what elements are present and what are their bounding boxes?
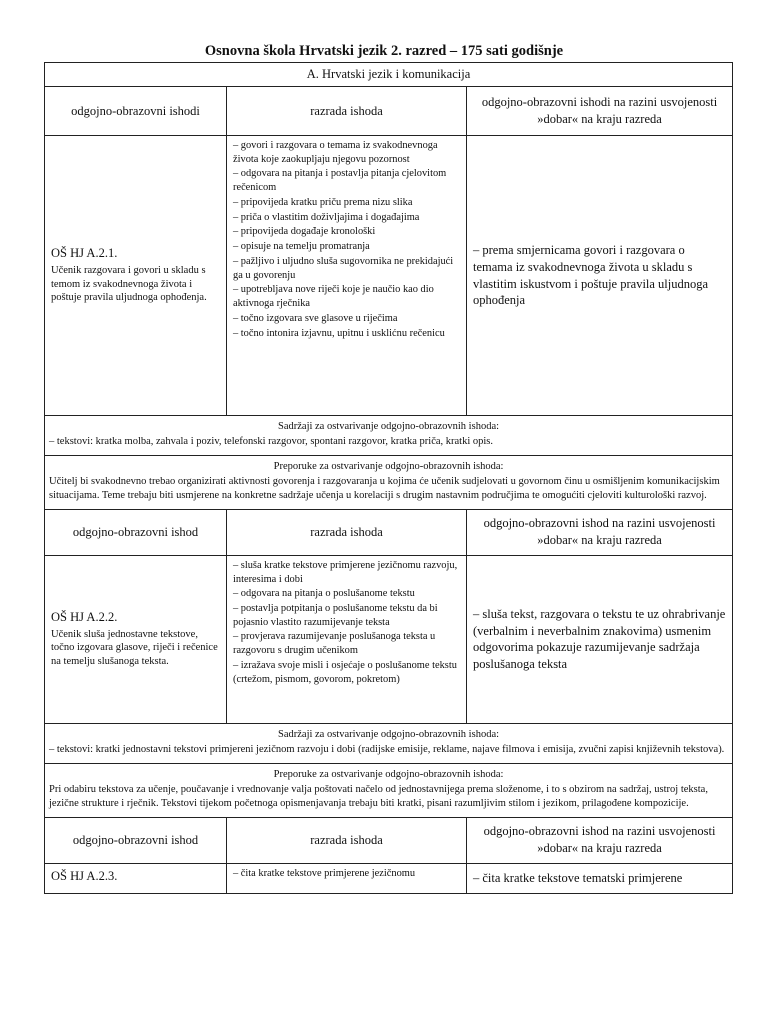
note-text: – tekstovi: kratki jednostavni tekstovi primjereni jezičnom razvoju i dobi (radijske emisije, reklame, najave filmova i emisija, zvučni zapisi književnih tekstova). xyxy=(49,743,725,755)
elaboration-item: – provjerava razumijevanje poslušanoga teksta u razgovoru s drugim učenikom xyxy=(233,631,436,657)
outcome-code: OŠ HJ A.2.1. xyxy=(51,246,118,261)
elaboration-cell xyxy=(227,555,467,723)
content-note xyxy=(45,416,733,456)
elaboration-cell xyxy=(227,863,467,893)
content-note-row xyxy=(45,416,733,456)
section-title: A. Hrvatski jezik i komunikacija xyxy=(45,63,733,87)
level-cell: – čita kratke tekstove tematski primjerene xyxy=(467,863,733,893)
note-title: Preporuke za ostvarivanje odgojno-obrazovnih ishoda: xyxy=(273,460,504,472)
elaboration-item: – pripovijeda kratku priču prema nizu slika xyxy=(233,196,413,208)
elaboration-item: – pažljivo i uljudno sluša sugovornika ne prekidajući ga u govorenju xyxy=(233,255,454,281)
content-note-row xyxy=(45,723,733,763)
level-cell: – prema smjernicama govori i razgovara o temama iz svakodnevnoga života u skladu s vlastitim iskustvom i poštuje pravila uljudnoga ophođenja xyxy=(467,136,733,416)
elaboration-item: – odgovara na pitanja o poslušanome tekstu xyxy=(233,588,415,600)
recommendation-note-row xyxy=(45,763,733,817)
elaboration-item: – izražava svoje misli i osjećaje o poslušanome tekstu (crtežom, pismom, govorom, pokretom) xyxy=(233,659,457,685)
outcome-row xyxy=(45,863,733,893)
header-elaboration: razrada ishoda xyxy=(227,817,467,863)
elaboration-item: – čita kratke tekstove primjerene jezičnomu xyxy=(233,867,416,879)
note-text: Pri odabiru tekstova za učenje, poučavanje i vrednovanje valja poštovati načelo od jednostavnijega prema složenome, i to s obzirom na sadržaj, ustroj teksta, jezične strukture i rječnik. Tekstovi tijekom početnoga opismenjavanja trebaju biti kratki, pisani razumljivim stilom i jezikom, prilagođene kompozicije. xyxy=(49,783,708,809)
recommendation-note-row xyxy=(45,455,733,509)
outcome-description: Učenik sluša jednostavne tekstove, točno izgovara glasove, riječi i rečenice na temelju slušanoga teksta. xyxy=(51,628,218,668)
outcome-row xyxy=(45,555,733,723)
elaboration-item: – točno izgovara sve glasove u riječima xyxy=(233,312,398,324)
header-outcome: odgojno-obrazovni ishod xyxy=(45,509,227,555)
elaboration-cell xyxy=(227,136,467,416)
outcome-cell xyxy=(45,555,227,723)
note-text: – tekstovi: kratka molba, zahvala i poziv, telefonski razgovor, spontani razgovor, kratka priča, kratki opis. xyxy=(49,435,494,447)
header-level: odgojno-obrazovni ishod na razini usvojenosti »dobar« na kraju razreda xyxy=(467,509,733,555)
header-outcome: odgojno-obrazovni ishod xyxy=(45,817,227,863)
note-title: Sadržaji za ostvarivanje odgojno-obrazovnih ishoda: xyxy=(278,728,500,740)
recommendation-note xyxy=(45,763,733,817)
outcome-code: OŠ HJ A.2.2. xyxy=(51,609,118,624)
note-title: Sadržaji za ostvarivanje odgojno-obrazovnih ishoda: xyxy=(278,421,500,432)
elaboration-item: – priča o vlastitim doživljajima i događajima xyxy=(233,211,420,223)
header-level: odgojno-obrazovni ishodi na razini usvojenosti »dobar« na kraju razreda xyxy=(467,87,733,136)
curriculum-table xyxy=(44,62,733,894)
header-level: odgojno-obrazovni ishod na razini usvojenosti »dobar« na kraju razreda xyxy=(467,817,733,863)
outcome-cell xyxy=(45,863,227,893)
elaboration-item: – odgovara na pitanja i postavlja pitanja cjelovitom rečenicom xyxy=(233,168,447,194)
elaboration-item: – točno intonira izjavnu, upitnu i usklićnu rečenicu xyxy=(233,327,445,339)
column-header-row xyxy=(45,87,733,136)
column-header-row xyxy=(45,509,733,555)
section-header-row xyxy=(45,63,733,87)
level-cell: – sluša tekst, razgovara o tekstu te uz ohrabrivanje (verbalnim i neverbalnim znakovima) usmenim odgovorima pokazuje razumijevanje sadržaja poslušanoga teksta xyxy=(467,555,733,723)
outcome-code: OŠ HJ A.2.3. xyxy=(51,869,118,884)
header-elaboration: razrada ishoda xyxy=(227,87,467,136)
elaboration-item: – pripovijeda događaje kronološki xyxy=(233,226,376,238)
column-header-row xyxy=(45,817,733,863)
elaboration-item: – govori i razgovara o temama iz svakodnevnoga života koje zaokupljaju njegovu pozornost xyxy=(233,140,438,165)
note-text: Učitelj bi svakodnevno trebao organizirati aktivnosti govorenja i razgovaranja u kojima će učenik sudjelovati u govornom činu u osmišljenim komunikacijskim situacijama. Teme trebaju biti usmjerene na konkretne sadržaje učenja u korelaciji s drugim nastavnim područjima te omogućiti cjeloviti kulturološki razvoj. xyxy=(49,475,720,501)
document-title: Osnovna škola Hrvatski jezik 2. razred – 175 sati godišnje xyxy=(204,43,564,59)
outcome-cell xyxy=(45,136,227,416)
header-outcomes: odgojno-obrazovni ishodi xyxy=(45,87,227,136)
outcome-row xyxy=(45,136,733,416)
note-title: Preporuke za ostvarivanje odgojno-obrazovnih ishoda: xyxy=(273,768,504,780)
outcome-description: Učenik razgovara i govori u skladu s temom iz svakodnevnoga života i poštuje pravila uljudnoga ophođenja. xyxy=(51,265,207,304)
recommendation-note xyxy=(45,455,733,509)
content-note xyxy=(45,723,733,763)
elaboration-item: – postavlja potpitanja o poslušanome tekstu da bi pojasnio vlastito razumijevanje teksta xyxy=(233,602,438,628)
elaboration-item: – upotrebljava nove riječi koje je naučio kao dio aktivnoga rječnika xyxy=(233,284,434,310)
header-elaboration: razrada ishoda xyxy=(227,509,467,555)
elaboration-item: – sluša kratke tekstove primjerene jezičnomu razvoju, interesima i dobi xyxy=(233,559,458,585)
elaboration-item: – opisuje na temelju promatranja xyxy=(233,241,370,253)
